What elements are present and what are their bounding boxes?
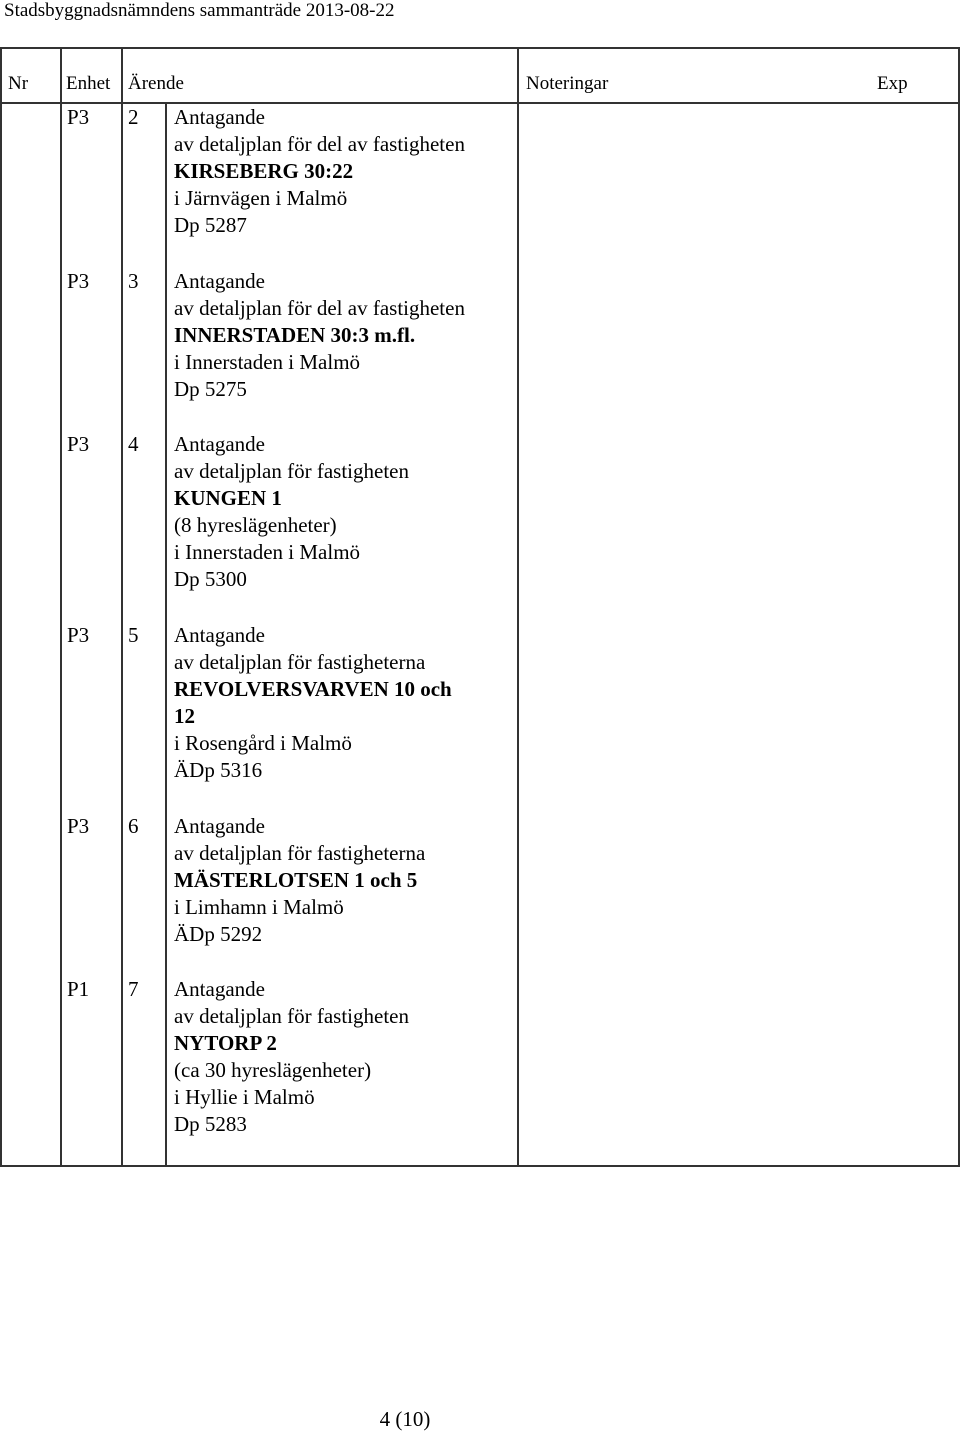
row-unit: P3 [67,623,90,647]
row-line-3: NYTORP 2 [174,1031,277,1055]
row-line-1: Antagande [174,105,265,129]
row-line-3: REVOLVERSVARVEN 10 och [174,677,452,701]
column-header-exp: Exp [877,73,908,94]
row-line-2: av detaljplan för fastigheten [174,1004,409,1028]
row-line-3: INNERSTADEN 30:3 m.fl. [174,323,416,347]
row-line-4: i Innerstaden i Malmö [174,350,361,374]
row-line-1: Antagande [174,623,265,647]
row-line-2: av detaljplan för del av fastigheten [174,296,465,320]
row-line-5: i Rosengård i Malmö [174,731,352,755]
row-line-5: i Innerstaden i Malmö [174,540,361,564]
row-number: 5 [128,623,139,647]
row-line-3: KUNGEN 1 [174,486,282,510]
row-line-1: Antagande [174,814,265,838]
row-line-5: i Hyllie i Malmö [174,1085,315,1109]
row-number: 7 [128,977,139,1001]
row-line-1: Antagande [174,269,265,293]
page-header-title: Stadsbyggnadsnämndens sammanträde 2013-08-22 [4,0,395,21]
column-header-nr: Nr [8,73,29,94]
column-divider-nr-enhet [60,47,62,1167]
column-header-arende: Ärende [128,73,184,94]
table-left-border [0,47,2,1167]
row-number: 3 [128,269,139,293]
row-line-6: Dp 5283 [174,1112,247,1136]
row-line-2: av detaljplan för fastigheten [174,459,409,483]
table-bottom-border [0,1165,960,1167]
row-line-5: Dp 5275 [174,377,247,401]
row-unit: P3 [67,269,90,293]
row-line-4: (8 hyreslägenheter) [174,513,337,537]
row-number: 6 [128,814,139,838]
row-unit: P3 [67,814,90,838]
row-line-2: av detaljplan för fastigheterna [174,841,426,865]
table-top-border [0,47,960,49]
column-divider-enhet-arende [121,47,123,1167]
row-line-6: Dp 5300 [174,567,247,591]
row-line-4: 12 [174,704,195,728]
row-unit: P3 [67,432,90,456]
row-line-2: av detaljplan för del av fastigheten [174,132,465,156]
row-line-1: Antagande [174,432,265,456]
row-line-4: (ca 30 hyreslägenheter) [174,1058,372,1082]
row-line-2: av detaljplan för fastigheterna [174,650,426,674]
row-line-5: ÄDp 5292 [174,922,263,946]
row-unit: P3 [67,105,90,129]
row-unit: P1 [67,977,90,1001]
row-line-6: ÄDp 5316 [174,758,263,782]
row-line-3: MÄSTERLOTSEN 1 och 5 [174,868,418,892]
column-header-enhet: Enhet [66,73,111,94]
page-number: 4 (10) [379,1407,431,1431]
column-divider-arende-noteringar [517,47,519,1167]
column-divider-inner-arende [165,102,167,1167]
row-line-5: Dp 5287 [174,213,247,237]
row-line-3: KIRSEBERG 30:22 [174,159,354,183]
table-header-bottom-border [0,102,960,104]
row-number: 4 [128,432,139,456]
row-number: 2 [128,105,139,129]
row-line-4: i Järnvägen i Malmö [174,186,348,210]
column-header-noteringar: Noteringar [526,73,609,94]
row-line-1: Antagande [174,977,265,1001]
row-line-4: i Limhamn i Malmö [174,895,344,919]
